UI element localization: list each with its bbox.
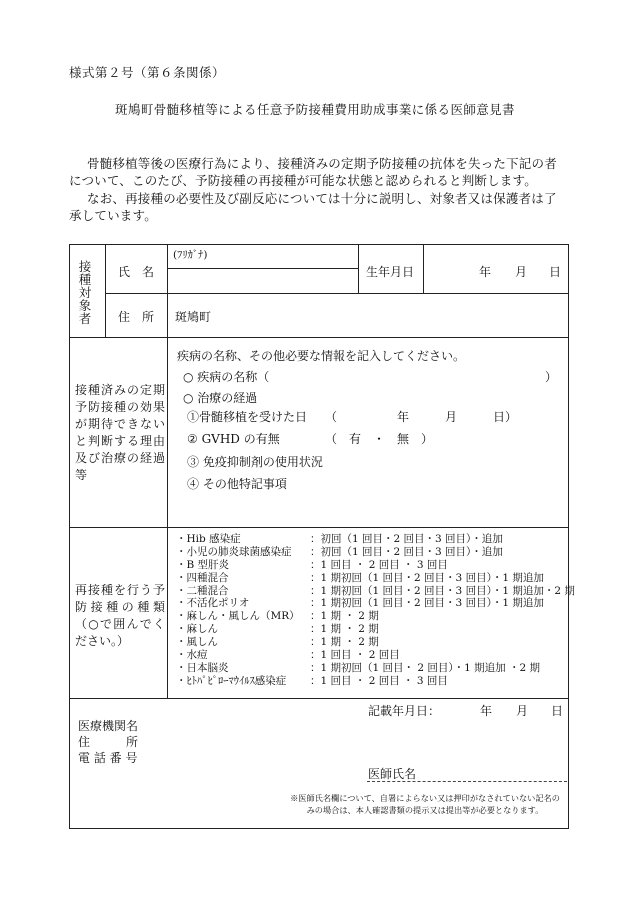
doctor-signature-line[interactable] (367, 781, 567, 782)
vaccine-doses: ：1 期 ・ 2 期 (310, 623, 379, 636)
document-title: 斑鳩町骨髄移植等による任意予防接種費用助成事業に係る医師意見書 (115, 102, 515, 117)
vaccine-name: ・Hib 感染症 (176, 533, 241, 545)
vaccine-name: ・麻しん・風しん（MR） (176, 610, 300, 623)
vaccine-name: ・ﾋﾄﾊﾟﾋﾟﾛｰﾏｳｲﾙｽ感染症 (176, 674, 287, 687)
vaccine-item[interactable] (176, 636, 575, 649)
furigana-label: (ﾌﾘｶﾞﾅ) (173, 249, 208, 261)
vaccine-item[interactable] (176, 533, 575, 546)
vaccine-doses: ：1 期初回（1 回目・2 回目・3 回目）・1 期追加・2 期 (310, 584, 575, 597)
vaccine-name: ・不活化ポリオ (176, 597, 250, 610)
col-divider-label (167, 244, 168, 698)
transplant-date-field[interactable]: （ 年 月 日） (325, 410, 518, 424)
vaccine-doses: ：1 回目 ・ 2 回目 ・ 3 回目 (310, 558, 448, 571)
institution-label: 医療機関名 (78, 719, 139, 733)
name-label: 氏 名 (118, 265, 155, 279)
phone-label: 電 話 番 号 (78, 751, 138, 765)
vaccine-doses: ：1 期初回（1 回目・2 回目・3 回目）・1 期追加 (310, 597, 544, 610)
vaccine-list (176, 533, 575, 688)
vaccine-item[interactable] (176, 610, 575, 623)
special-notes-label: ④ その他特記事項 (187, 477, 287, 491)
row-divider-name (105, 293, 569, 294)
vaccine-name: ・二種混合 (176, 584, 229, 597)
name-field[interactable] (174, 270, 354, 290)
furigana-divider (167, 268, 358, 269)
vaccine-name: ・風しん (176, 636, 218, 649)
col-divider-birth (358, 244, 359, 293)
vaccine-item[interactable] (176, 649, 575, 662)
col-divider-section (105, 244, 106, 337)
doctor-name-note: ※医師氏名欄について、自署によらない又は押印がなされていない記名のみの場合は、本人確認書類の提示又は提出等が必要となります。 (290, 793, 560, 815)
vaccine-item[interactable] (176, 559, 575, 572)
record-date-label: 記載年月日： (368, 704, 441, 718)
vaccine-item[interactable] (176, 597, 575, 610)
address-value[interactable]: 斑鳩町 (175, 310, 212, 324)
record-month-unit: 月 (516, 704, 529, 718)
reason-instruction: 疾病の名称、その他必要な情報を記入してください。 (177, 349, 466, 363)
transplant-date-label: ①骨髄移植を受けた日 (187, 410, 308, 424)
birth-date-label: 生年月日 (366, 265, 415, 279)
recipient-section-label: 接種対象者 (78, 259, 92, 326)
row-divider-reason (69, 527, 569, 528)
vaccine-doses: ：初回（1 回目・2 回目・3 回目）・追加 (310, 533, 503, 545)
row-divider-vaccines (69, 698, 569, 699)
reason-label: 接種済みの定期予防接種の効果が期待できないと判断する理由及び治療の経過等 (75, 383, 165, 482)
vaccine-name: ・麻しん (176, 623, 218, 636)
vaccine-doses: ：1 期 ・ 2 期 (310, 610, 379, 623)
doctor-name-label: 医師氏名 (368, 767, 417, 781)
vaccine-item[interactable] (176, 572, 575, 585)
birth-month-unit: 月 (515, 265, 528, 279)
vaccine-item[interactable] (176, 623, 575, 636)
record-year-unit: 年 (480, 704, 493, 718)
birth-year-unit: 年 (479, 265, 492, 279)
form-number: 様式第２号（第６条関係） (69, 65, 226, 80)
record-day-unit: 日 (551, 704, 564, 718)
address-label: 住 所 (118, 310, 155, 324)
vaccine-doses: ：1 回目 ・ 2 回目 (310, 649, 400, 662)
vaccine-item[interactable] (176, 546, 575, 559)
gvhd-label: ② GVHD の有無 (187, 432, 280, 446)
vaccine-doses: ：1 期初回（1 回目・ 2 回目）・1 期追加 ・2 期 (310, 661, 541, 674)
col-divider-birth-value (423, 244, 424, 293)
vaccine-item[interactable] (176, 585, 575, 598)
immunosuppressant-label: ③ 免疫抑制剤の使用状況 (187, 455, 323, 469)
vaccine-item[interactable] (176, 662, 575, 675)
vaccine-doses: ：1 期初回（1 回目・2 回目・3 回目）・1 期追加 (310, 571, 544, 584)
vaccine-name: ・B 型肝炎 (176, 558, 230, 571)
birth-day-unit: 日 (549, 265, 562, 279)
disease-name-label: ○ 疾病の名称（ (183, 370, 270, 384)
disease-name-close: ） (545, 370, 558, 384)
vaccine-name: ・四種混合 (176, 571, 229, 584)
treatment-label: ○ 治療の経過 (183, 391, 258, 405)
vaccine-doses: ：初回（1 回目・2 回目・3 回目）・追加 (310, 545, 503, 558)
vaccine-name: ・小児の肺炎球菌感染症 (176, 545, 292, 558)
vaccine-name: ・日本脳炎 (176, 661, 229, 674)
row-divider-recipient (69, 337, 569, 338)
institution-address-label: 住 所 (78, 735, 139, 749)
intro-paragraph-2: なお、再接種の必要性及び副反応については十分に説明し、対象者又は保護者は了承しています。 (69, 191, 557, 223)
gvhd-choice[interactable]: （ 有 ・ 無 ） (325, 432, 434, 446)
intro-paragraph-1: 骨髄移植等後の医療行為により、接種済みの定期予防接種の抗体を失った下記の者について、このたび、予防接種の再接種が可能な状態と認められると判断します。 (69, 156, 557, 188)
vaccine-item[interactable] (176, 675, 575, 688)
vaccine-doses: ：1 期 ・ 2 期 (310, 636, 379, 649)
vaccine-name: ・水痘 (176, 649, 208, 662)
vaccine-doses: ：1 回目 ・ 2 回目 ・ 3 回目 (310, 674, 448, 687)
vaccines-label: 再接種を行う予防接種の種類（○で囲んでください。） (75, 583, 165, 648)
